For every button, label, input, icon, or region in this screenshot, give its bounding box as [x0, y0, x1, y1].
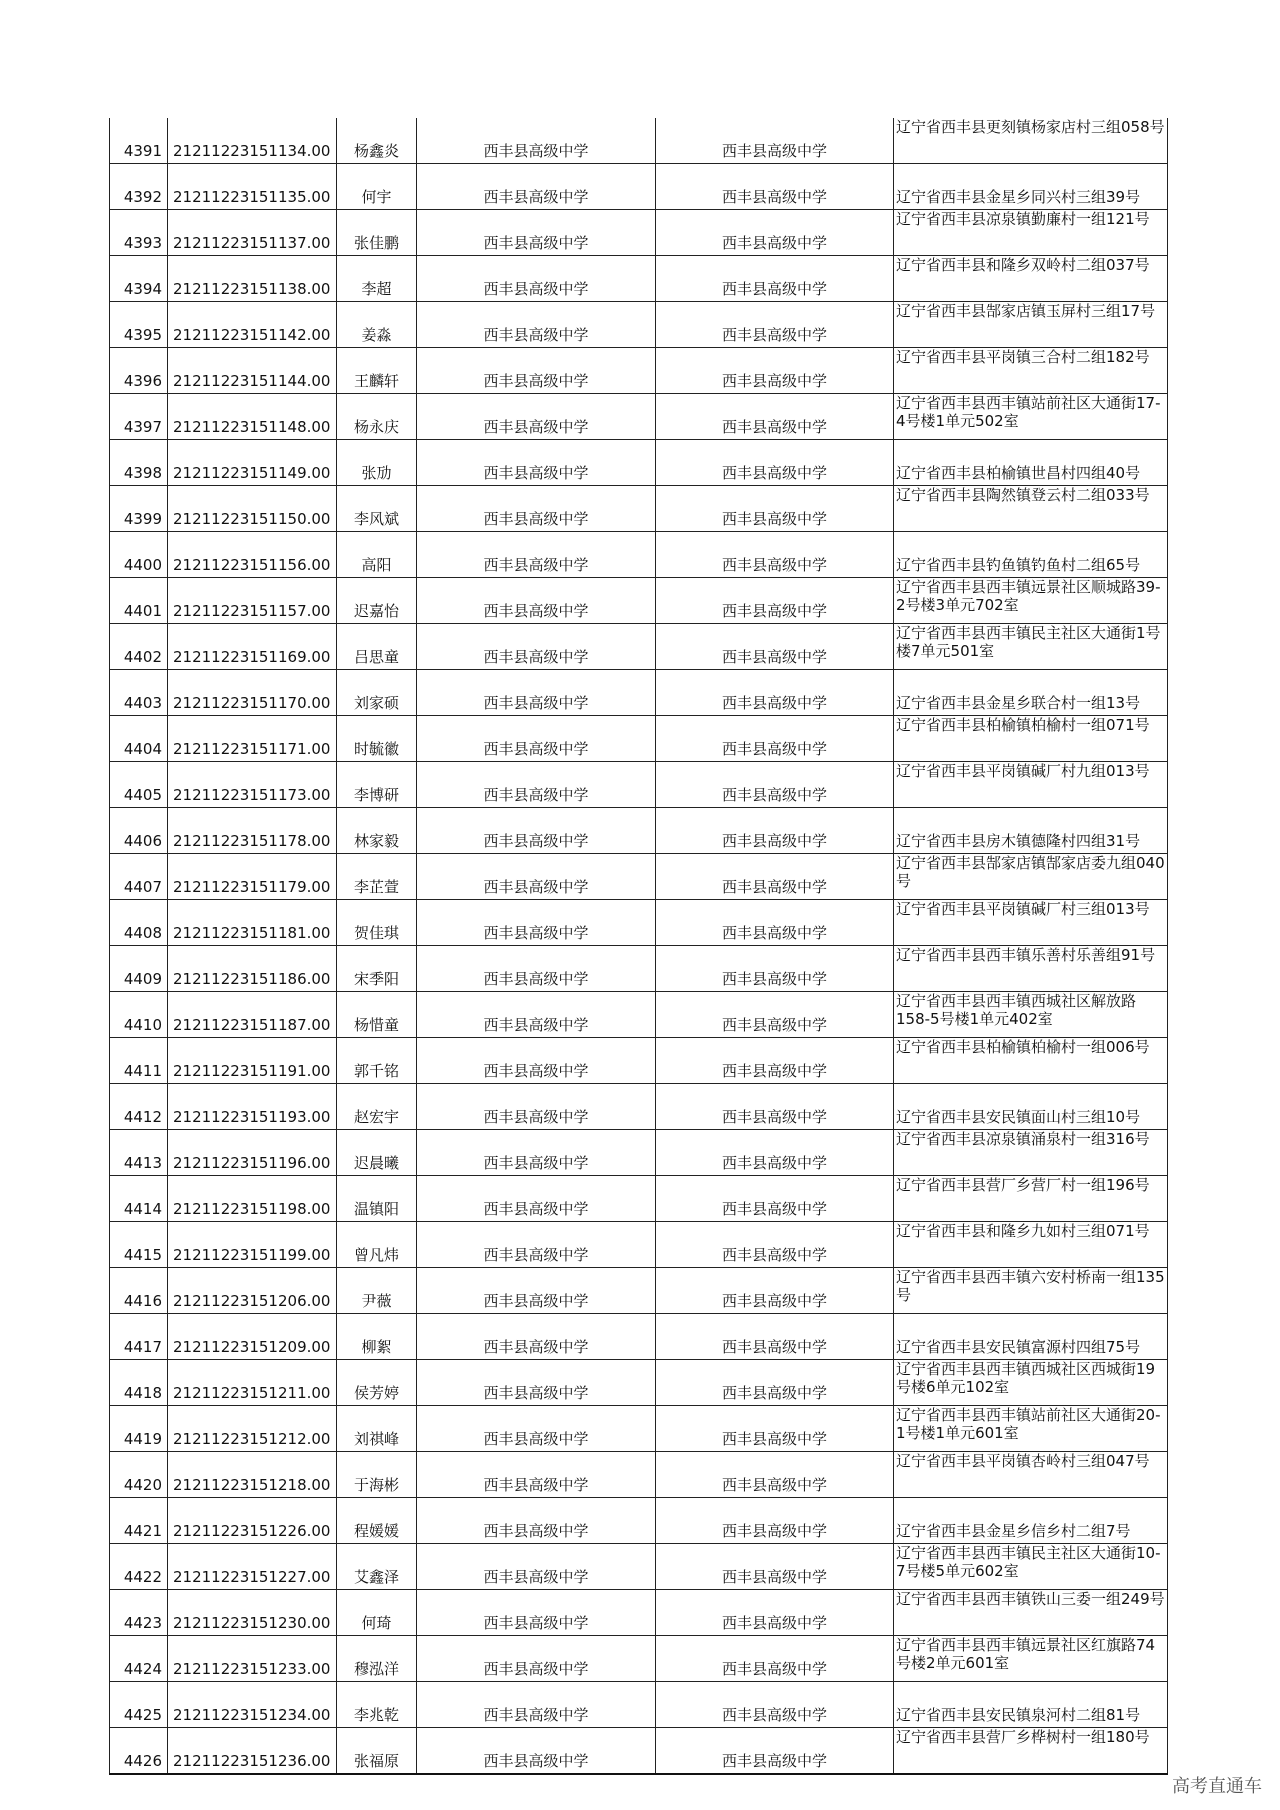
- home-address-cell: 辽宁省西丰县安民镇面山村三组10号: [894, 1084, 1168, 1130]
- candidate-id-cell: 21211223151196.00: [168, 1130, 337, 1176]
- graduating-school-cell: 西丰县高级中学: [417, 1314, 656, 1360]
- row-number-cell: 4395: [110, 302, 168, 348]
- student-name-cell: 杨永庆: [337, 394, 417, 440]
- table-row: [110, 1498, 1168, 1544]
- row-number-cell: 4415: [110, 1222, 168, 1268]
- table-row: [110, 1636, 1168, 1682]
- student-name-cell: 刘家硕: [337, 670, 417, 716]
- row-number-cell: 4423: [110, 1590, 168, 1636]
- home-address-cell: 辽宁省西丰县和隆乡双岭村二组037号: [894, 256, 1168, 302]
- candidate-id-cell: 21211223151198.00: [168, 1176, 337, 1222]
- candidate-id-cell: 21211223151173.00: [168, 762, 337, 808]
- home-address-cell: 辽宁省西丰县郜家店镇郜家店委九组040号: [894, 854, 1168, 900]
- row-number-cell: 4418: [110, 1360, 168, 1406]
- home-address-cell: 辽宁省西丰县西丰镇六安村桥南一组135号: [894, 1268, 1168, 1314]
- admitting-school-cell: 西丰县高级中学: [656, 1682, 894, 1728]
- table-row: [110, 210, 1168, 256]
- row-number-cell: 4413: [110, 1130, 168, 1176]
- admitting-school-cell: 西丰县高级中学: [656, 1544, 894, 1590]
- candidate-id-cell: 21211223151171.00: [168, 716, 337, 762]
- row-number-cell: 4412: [110, 1084, 168, 1130]
- candidate-id-cell: 21211223151209.00: [168, 1314, 337, 1360]
- home-address-cell: 辽宁省西丰县金星乡同兴村三组39号: [894, 164, 1168, 210]
- home-address-cell: 辽宁省西丰县钓鱼镇钓鱼村二组65号: [894, 532, 1168, 578]
- graduating-school-cell: 西丰县高级中学: [417, 1084, 656, 1130]
- admitting-school-cell: 西丰县高级中学: [656, 532, 894, 578]
- graduating-school-cell: 西丰县高级中学: [417, 900, 656, 946]
- table-row: [110, 1452, 1168, 1498]
- table-row: [110, 670, 1168, 716]
- home-address-cell: 辽宁省西丰县西丰镇站前社区大通街20-1号楼1单元601室: [894, 1406, 1168, 1452]
- admitting-school-cell: 西丰县高级中学: [656, 854, 894, 900]
- graduating-school-cell: 西丰县高级中学: [417, 946, 656, 992]
- home-address-cell: 辽宁省西丰县西丰镇西城社区西城街19号楼6单元102室: [894, 1360, 1168, 1406]
- student-name-cell: 杨惜童: [337, 992, 417, 1038]
- candidate-id-cell: 21211223151227.00: [168, 1544, 337, 1590]
- row-number-cell: 4425: [110, 1682, 168, 1728]
- graduating-school-cell: 西丰县高级中学: [417, 716, 656, 762]
- table-row: [110, 900, 1168, 946]
- row-number-cell: 4416: [110, 1268, 168, 1314]
- graduating-school-cell: 西丰县高级中学: [417, 394, 656, 440]
- graduating-school-cell: 西丰县高级中学: [417, 486, 656, 532]
- home-address-cell: 辽宁省西丰县西丰镇民主社区大通街1号楼7单元501室: [894, 624, 1168, 670]
- graduating-school-cell: 西丰县高级中学: [417, 1222, 656, 1268]
- table-row: [110, 992, 1168, 1038]
- home-address-cell: 辽宁省西丰县西丰镇铁山三委一组249号: [894, 1590, 1168, 1636]
- table-body: [110, 118, 1168, 1774]
- graduating-school-cell: 西丰县高级中学: [417, 992, 656, 1038]
- graduating-school-cell: 西丰县高级中学: [417, 118, 656, 164]
- candidate-id-cell: 21211223151230.00: [168, 1590, 337, 1636]
- admitting-school-cell: 西丰县高级中学: [656, 1452, 894, 1498]
- admitting-school-cell: 西丰县高级中学: [656, 1636, 894, 1682]
- admission-list-table: [109, 118, 1168, 1775]
- candidate-id-cell: 21211223151179.00: [168, 854, 337, 900]
- table-row: [110, 1268, 1168, 1314]
- student-name-cell: 时毓徽: [337, 716, 417, 762]
- candidate-id-cell: 21211223151138.00: [168, 256, 337, 302]
- home-address-cell: 辽宁省西丰县房木镇德隆村四组31号: [894, 808, 1168, 854]
- row-number-cell: 4410: [110, 992, 168, 1038]
- student-name-cell: 艾鑫泽: [337, 1544, 417, 1590]
- admitting-school-cell: 西丰县高级中学: [656, 1498, 894, 1544]
- row-number-cell: 4392: [110, 164, 168, 210]
- table-row: [110, 1084, 1168, 1130]
- home-address-cell: 辽宁省西丰县安民镇富源村四组75号: [894, 1314, 1168, 1360]
- student-name-cell: 迟晨曦: [337, 1130, 417, 1176]
- graduating-school-cell: 西丰县高级中学: [417, 256, 656, 302]
- row-number-cell: 4406: [110, 808, 168, 854]
- student-name-cell: 穆泓洋: [337, 1636, 417, 1682]
- graduating-school-cell: 西丰县高级中学: [417, 762, 656, 808]
- home-address-cell: 辽宁省西丰县西丰镇民主社区大通街10-7号楼5单元602室: [894, 1544, 1168, 1590]
- home-address-cell: 辽宁省西丰县柏榆镇世昌村四组40号: [894, 440, 1168, 486]
- admitting-school-cell: 西丰县高级中学: [656, 348, 894, 394]
- table-row: [110, 578, 1168, 624]
- row-number-cell: 4399: [110, 486, 168, 532]
- student-name-cell: 曾凡炜: [337, 1222, 417, 1268]
- graduating-school-cell: 西丰县高级中学: [417, 1590, 656, 1636]
- admitting-school-cell: 西丰县高级中学: [656, 1590, 894, 1636]
- candidate-id-cell: 21211223151157.00: [168, 578, 337, 624]
- admitting-school-cell: 西丰县高级中学: [656, 164, 894, 210]
- student-name-cell: 李博研: [337, 762, 417, 808]
- graduating-school-cell: 西丰县高级中学: [417, 1038, 656, 1084]
- table-row: [110, 716, 1168, 762]
- graduating-school-cell: 西丰县高级中学: [417, 1406, 656, 1452]
- candidate-id-cell: 21211223151233.00: [168, 1636, 337, 1682]
- candidate-id-cell: 21211223151144.00: [168, 348, 337, 394]
- candidate-id-cell: 21211223151181.00: [168, 900, 337, 946]
- student-name-cell: 刘祺峰: [337, 1406, 417, 1452]
- student-name-cell: 姜淼: [337, 302, 417, 348]
- home-address-cell: 辽宁省西丰县西丰镇乐善村乐善组91号: [894, 946, 1168, 992]
- admitting-school-cell: 西丰县高级中学: [656, 440, 894, 486]
- admitting-school-cell: 西丰县高级中学: [656, 256, 894, 302]
- table-row: [110, 1406, 1168, 1452]
- student-name-cell: 尹薇: [337, 1268, 417, 1314]
- admitting-school-cell: 西丰县高级中学: [656, 1084, 894, 1130]
- student-name-cell: 郭千铭: [337, 1038, 417, 1084]
- graduating-school-cell: 西丰县高级中学: [417, 1728, 656, 1775]
- table-row: [110, 532, 1168, 578]
- student-name-cell: 贺佳琪: [337, 900, 417, 946]
- student-name-cell: 宋季阳: [337, 946, 417, 992]
- admitting-school-cell: 西丰县高级中学: [656, 1360, 894, 1406]
- admitting-school-cell: 西丰县高级中学: [656, 210, 894, 256]
- row-number-cell: 4400: [110, 532, 168, 578]
- graduating-school-cell: 西丰县高级中学: [417, 532, 656, 578]
- candidate-id-cell: 21211223151169.00: [168, 624, 337, 670]
- student-name-cell: 何宇: [337, 164, 417, 210]
- home-address-cell: 辽宁省西丰县平岗镇碱厂村三组013号: [894, 900, 1168, 946]
- table-row: [110, 394, 1168, 440]
- candidate-id-cell: 21211223151178.00: [168, 808, 337, 854]
- home-address-cell: 辽宁省西丰县金星乡信乡村二组7号: [894, 1498, 1168, 1544]
- candidate-id-cell: 21211223151148.00: [168, 394, 337, 440]
- table-row: [110, 348, 1168, 394]
- admitting-school-cell: 西丰县高级中学: [656, 118, 894, 164]
- table-row: [110, 1544, 1168, 1590]
- row-number-cell: 4419: [110, 1406, 168, 1452]
- admitting-school-cell: 西丰县高级中学: [656, 1038, 894, 1084]
- student-name-cell: 张劢: [337, 440, 417, 486]
- admitting-school-cell: 西丰县高级中学: [656, 624, 894, 670]
- table-row: [110, 486, 1168, 532]
- student-name-cell: 于海彬: [337, 1452, 417, 1498]
- graduating-school-cell: 西丰县高级中学: [417, 1682, 656, 1728]
- admitting-school-cell: 西丰县高级中学: [656, 1176, 894, 1222]
- row-number-cell: 4401: [110, 578, 168, 624]
- row-number-cell: 4394: [110, 256, 168, 302]
- table-row: [110, 1130, 1168, 1176]
- graduating-school-cell: 西丰县高级中学: [417, 1268, 656, 1314]
- row-number-cell: 4426: [110, 1728, 168, 1775]
- student-name-cell: 侯芳婷: [337, 1360, 417, 1406]
- graduating-school-cell: 西丰县高级中学: [417, 1498, 656, 1544]
- home-address-cell: 辽宁省西丰县平岗镇杏岭村三组047号: [894, 1452, 1168, 1498]
- table-row: [110, 1360, 1168, 1406]
- table-row: [110, 118, 1168, 164]
- row-number-cell: 4424: [110, 1636, 168, 1682]
- student-name-cell: 赵宏宇: [337, 1084, 417, 1130]
- admitting-school-cell: 西丰县高级中学: [656, 1314, 894, 1360]
- graduating-school-cell: 西丰县高级中学: [417, 1636, 656, 1682]
- table-row: [110, 164, 1168, 210]
- table-row: [110, 1314, 1168, 1360]
- candidate-id-cell: 21211223151137.00: [168, 210, 337, 256]
- graduating-school-cell: 西丰县高级中学: [417, 670, 656, 716]
- home-address-cell: 辽宁省西丰县平岗镇碱厂村九组013号: [894, 762, 1168, 808]
- admitting-school-cell: 西丰县高级中学: [656, 486, 894, 532]
- graduating-school-cell: 西丰县高级中学: [417, 302, 656, 348]
- admitting-school-cell: 西丰县高级中学: [656, 808, 894, 854]
- home-address-cell: 辽宁省西丰县西丰镇站前社区大通街17-4号楼1单元502室: [894, 394, 1168, 440]
- admitting-school-cell: 西丰县高级中学: [656, 302, 894, 348]
- student-name-cell: 李风斌: [337, 486, 417, 532]
- table-row: [110, 1590, 1168, 1636]
- home-address-cell: 辽宁省西丰县和隆乡九如村三组071号: [894, 1222, 1168, 1268]
- table-row: [110, 1682, 1168, 1728]
- home-address-cell: 辽宁省西丰县凉泉镇涌泉村一组316号: [894, 1130, 1168, 1176]
- graduating-school-cell: 西丰县高级中学: [417, 1360, 656, 1406]
- row-number-cell: 4402: [110, 624, 168, 670]
- candidate-id-cell: 21211223151236.00: [168, 1728, 337, 1775]
- row-number-cell: 4414: [110, 1176, 168, 1222]
- graduating-school-cell: 西丰县高级中学: [417, 808, 656, 854]
- row-number-cell: 4420: [110, 1452, 168, 1498]
- row-number-cell: 4397: [110, 394, 168, 440]
- admitting-school-cell: 西丰县高级中学: [656, 992, 894, 1038]
- admitting-school-cell: 西丰县高级中学: [656, 1728, 894, 1775]
- admitting-school-cell: 西丰县高级中学: [656, 716, 894, 762]
- home-address-cell: 辽宁省西丰县凉泉镇勤廉村一组121号: [894, 210, 1168, 256]
- student-name-cell: 杨鑫炎: [337, 118, 417, 164]
- home-address-cell: 辽宁省西丰县柏榆镇柏榆村一组006号: [894, 1038, 1168, 1084]
- home-address-cell: 辽宁省西丰县更刻镇杨家店村三组058号: [894, 118, 1168, 164]
- graduating-school-cell: 西丰县高级中学: [417, 854, 656, 900]
- table-row: [110, 1728, 1168, 1775]
- candidate-id-cell: 21211223151170.00: [168, 670, 337, 716]
- admitting-school-cell: 西丰县高级中学: [656, 1222, 894, 1268]
- home-address-cell: 辽宁省西丰县西丰镇远景社区顺城路39-2号楼3单元702室: [894, 578, 1168, 624]
- row-number-cell: 4403: [110, 670, 168, 716]
- row-number-cell: 4421: [110, 1498, 168, 1544]
- home-address-cell: 辽宁省西丰县平岗镇三合村二组182号: [894, 348, 1168, 394]
- candidate-id-cell: 21211223151134.00: [168, 118, 337, 164]
- row-number-cell: 4404: [110, 716, 168, 762]
- table-row: [110, 440, 1168, 486]
- graduating-school-cell: 西丰县高级中学: [417, 1130, 656, 1176]
- row-number-cell: 4408: [110, 900, 168, 946]
- table-row: [110, 302, 1168, 348]
- admitting-school-cell: 西丰县高级中学: [656, 578, 894, 624]
- student-name-cell: 吕思童: [337, 624, 417, 670]
- table-row: [110, 1038, 1168, 1084]
- home-address-cell: 辽宁省西丰县营厂乡营厂村一组196号: [894, 1176, 1168, 1222]
- row-number-cell: 4398: [110, 440, 168, 486]
- student-name-cell: 迟嘉怡: [337, 578, 417, 624]
- graduating-school-cell: 西丰县高级中学: [417, 1452, 656, 1498]
- candidate-id-cell: 21211223151206.00: [168, 1268, 337, 1314]
- student-name-cell: 李超: [337, 256, 417, 302]
- home-address-cell: 辽宁省西丰县陶然镇登云村二组033号: [894, 486, 1168, 532]
- graduating-school-cell: 西丰县高级中学: [417, 210, 656, 256]
- home-address-cell: 辽宁省西丰县营厂乡桦树村一组180号: [894, 1728, 1168, 1775]
- candidate-id-cell: 21211223151186.00: [168, 946, 337, 992]
- home-address-cell: 辽宁省西丰县西丰镇西城社区解放路158-5号楼1单元402室: [894, 992, 1168, 1038]
- candidate-id-cell: 21211223151226.00: [168, 1498, 337, 1544]
- candidate-id-cell: 21211223151142.00: [168, 302, 337, 348]
- student-name-cell: 程媛媛: [337, 1498, 417, 1544]
- admitting-school-cell: 西丰县高级中学: [656, 762, 894, 808]
- admitting-school-cell: 西丰县高级中学: [656, 670, 894, 716]
- admitting-school-cell: 西丰县高级中学: [656, 1406, 894, 1452]
- table-row: [110, 624, 1168, 670]
- candidate-id-cell: 21211223151191.00: [168, 1038, 337, 1084]
- row-number-cell: 4405: [110, 762, 168, 808]
- student-name-cell: 李兆乾: [337, 1682, 417, 1728]
- graduating-school-cell: 西丰县高级中学: [417, 440, 656, 486]
- candidate-id-cell: 21211223151149.00: [168, 440, 337, 486]
- row-number-cell: 4422: [110, 1544, 168, 1590]
- admitting-school-cell: 西丰县高级中学: [656, 946, 894, 992]
- candidate-id-cell: 21211223151187.00: [168, 992, 337, 1038]
- table-row: [110, 1222, 1168, 1268]
- candidate-id-cell: 21211223151150.00: [168, 486, 337, 532]
- row-number-cell: 4409: [110, 946, 168, 992]
- watermark-text: 高考直通车: [1172, 1776, 1262, 1797]
- student-name-cell: 李芷萱: [337, 854, 417, 900]
- graduating-school-cell: 西丰县高级中学: [417, 164, 656, 210]
- candidate-id-cell: 21211223151234.00: [168, 1682, 337, 1728]
- table-row: [110, 946, 1168, 992]
- candidate-id-cell: 21211223151156.00: [168, 532, 337, 578]
- student-name-cell: 何琦: [337, 1590, 417, 1636]
- row-number-cell: 4393: [110, 210, 168, 256]
- home-address-cell: 辽宁省西丰县金星乡联合村一组13号: [894, 670, 1168, 716]
- row-number-cell: 4411: [110, 1038, 168, 1084]
- graduating-school-cell: 西丰县高级中学: [417, 624, 656, 670]
- row-number-cell: 4407: [110, 854, 168, 900]
- admitting-school-cell: 西丰县高级中学: [656, 1130, 894, 1176]
- table-row: [110, 808, 1168, 854]
- table-row: [110, 256, 1168, 302]
- admitting-school-cell: 西丰县高级中学: [656, 1268, 894, 1314]
- admitting-school-cell: 西丰县高级中学: [656, 394, 894, 440]
- table-row: [110, 854, 1168, 900]
- home-address-cell: 辽宁省西丰县郜家店镇玉屏村三组17号: [894, 302, 1168, 348]
- home-address-cell: 辽宁省西丰县西丰镇远景社区红旗路74号楼2单元601室: [894, 1636, 1168, 1682]
- student-name-cell: 林家毅: [337, 808, 417, 854]
- student-name-cell: 温镇阳: [337, 1176, 417, 1222]
- student-name-cell: 柳絮: [337, 1314, 417, 1360]
- table-row: [110, 762, 1168, 808]
- row-number-cell: 4391: [110, 118, 168, 164]
- table-row: [110, 1176, 1168, 1222]
- candidate-id-cell: 21211223151135.00: [168, 164, 337, 210]
- graduating-school-cell: 西丰县高级中学: [417, 1544, 656, 1590]
- candidate-id-cell: 21211223151193.00: [168, 1084, 337, 1130]
- home-address-cell: 辽宁省西丰县安民镇泉河村二组81号: [894, 1682, 1168, 1728]
- student-name-cell: 张佳鹏: [337, 210, 417, 256]
- candidate-id-cell: 21211223151211.00: [168, 1360, 337, 1406]
- graduating-school-cell: 西丰县高级中学: [417, 578, 656, 624]
- student-name-cell: 高阳: [337, 532, 417, 578]
- candidate-id-cell: 21211223151218.00: [168, 1452, 337, 1498]
- graduating-school-cell: 西丰县高级中学: [417, 1176, 656, 1222]
- row-number-cell: 4396: [110, 348, 168, 394]
- candidate-id-cell: 21211223151199.00: [168, 1222, 337, 1268]
- graduating-school-cell: 西丰县高级中学: [417, 348, 656, 394]
- row-number-cell: 4417: [110, 1314, 168, 1360]
- admitting-school-cell: 西丰县高级中学: [656, 900, 894, 946]
- student-name-cell: 王麟轩: [337, 348, 417, 394]
- student-name-cell: 张福原: [337, 1728, 417, 1775]
- candidate-id-cell: 21211223151212.00: [168, 1406, 337, 1452]
- home-address-cell: 辽宁省西丰县柏榆镇柏榆村一组071号: [894, 716, 1168, 762]
